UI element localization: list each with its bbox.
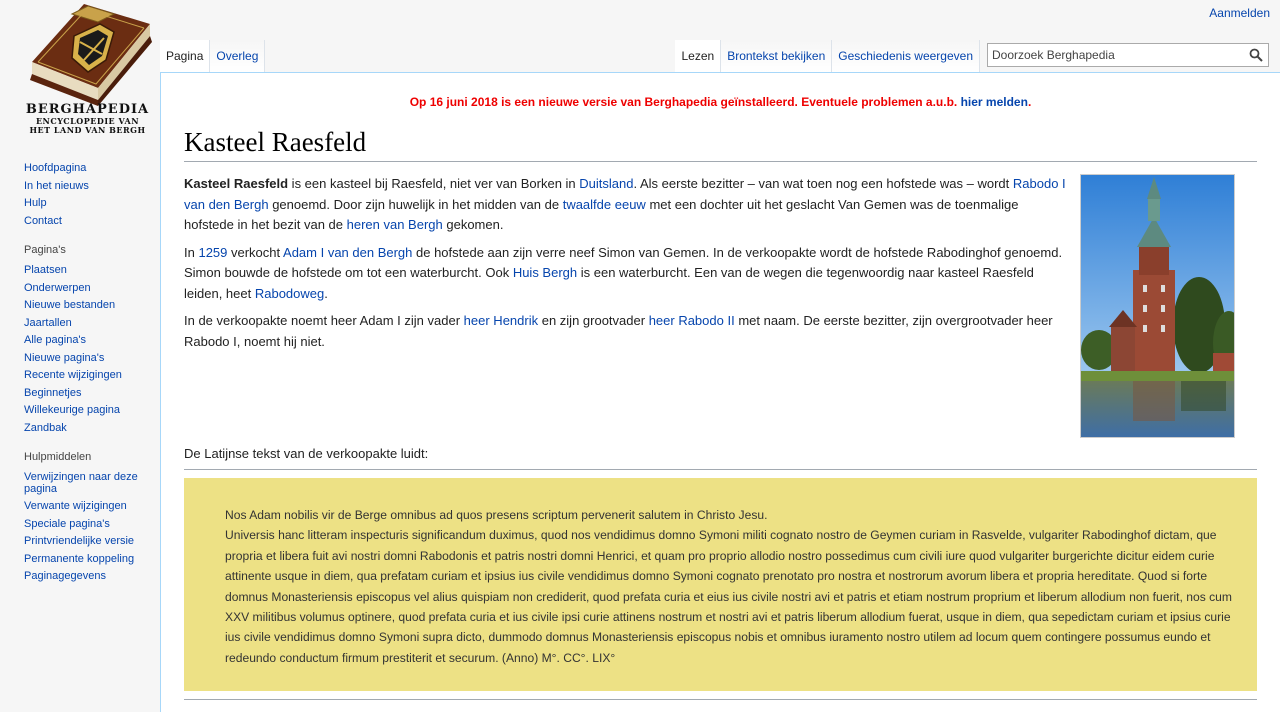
sidebar-item-nieuws[interactable]: In het nieuws: [24, 179, 89, 192]
tab-pagina-label: Pagina: [166, 49, 204, 63]
sidebar-item-speciale-paginas[interactable]: Speciale pagina's: [24, 517, 110, 530]
sidebar-item-contact[interactable]: Contact: [24, 214, 62, 227]
link-heer-hendrik[interactable]: heer Hendrik: [463, 313, 539, 328]
logo-name: BERGHAPEDIA: [25, 102, 150, 117]
text: en zijn grootvader: [538, 313, 649, 328]
latin-text-box: [184, 478, 1257, 691]
text: In de verkoopakte noemt heer Adam I zijn vader: [184, 313, 464, 328]
view-tabs: [675, 40, 980, 72]
text: met naam. De eerste bezitter, zijn overgrootvader heer Rabodo I, noemt hij niet.: [184, 313, 1053, 349]
tab-brontekst-label: Brontekst bekijken: [727, 49, 826, 63]
text: genoemd. Door zijn huwelijk in het midden van de: [268, 196, 563, 212]
tab-geschiedenis[interactable]: [832, 40, 980, 72]
site-notice-text: Op 16 juni 2018 is een nieuwe versie van Berghapedia geïnstalleerd. Eventuele problemen a.u.b.: [409, 95, 961, 109]
sidebar-heading-tools: Hulpmiddelen: [24, 451, 92, 463]
link-heer-rabodo-ii[interactable]: heer Rabodo II: [648, 313, 735, 328]
logo-wordmark: [10, 102, 165, 135]
text: gekomen.: [442, 217, 504, 232]
link-1259[interactable]: 1259: [198, 244, 228, 260]
site-notice: [161, 95, 1280, 109]
logo-tagline-1: ENCYCLOPEDIE VAN: [35, 116, 140, 126]
sidebar-item-hulp[interactable]: Hulp: [24, 197, 47, 209]
sidebar-item-onderwerpen[interactable]: Onderwerpen: [24, 281, 91, 294]
tab-lezen[interactable]: [675, 40, 721, 72]
search-box: [987, 43, 1269, 67]
paragraph-2: [184, 243, 1069, 305]
castle-photo[interactable]: [1080, 174, 1235, 438]
article-subject: Kasteel Raesfeld: [184, 176, 289, 191]
content-area: [160, 72, 1280, 712]
link-huis-bergh[interactable]: Huis Bergh: [512, 265, 578, 280]
sidebar-item-nieuwe-paginas[interactable]: Nieuwe pagina's: [24, 351, 105, 364]
site-notice-end: .: [1027, 95, 1032, 109]
sidebar-heading-pages: Pagina's: [24, 244, 66, 256]
search-input[interactable]: [992, 47, 1242, 63]
link-rabodo-i[interactable]: Rabodo I van den Bergh: [184, 176, 1066, 212]
tab-overleg-label: Overleg: [216, 49, 259, 63]
sidebar-item-willekeurige-pagina[interactable]: Willekeurige pagina: [24, 404, 120, 416]
link-heren-van-bergh[interactable]: heren van Bergh: [346, 217, 443, 232]
logo-tagline-2: HET LAND VAN BERGH: [29, 125, 146, 135]
login-link[interactable]: Aanmelden: [1209, 6, 1270, 20]
sidebar-navigation: [24, 160, 160, 230]
sidebar-item-permanente-koppeling[interactable]: Permanente koppeling: [24, 552, 135, 565]
site-logo[interactable]: [10, 0, 160, 145]
sidebar-item-verwijzingen[interactable]: Verwijzingen naar deze pagina: [24, 471, 138, 495]
sidebar-item-nieuwe-bestanden[interactable]: Nieuwe bestanden: [24, 299, 116, 311]
text: .: [324, 285, 328, 301]
sidebar-item-plaatsen[interactable]: Plaatsen: [24, 264, 67, 276]
link-rabodoweg[interactable]: Rabodoweg: [254, 285, 325, 301]
tab-geschiedenis-label: Geschiedenis weergeven: [838, 49, 973, 63]
namespace-tabs: [160, 40, 265, 72]
latin-intro: De Latijnse tekst van de verkoopakte luidt:: [184, 445, 1257, 470]
sidebar-item-alle-paginas[interactable]: Alle pagina's: [24, 334, 87, 346]
link-duitsland[interactable]: Duitsland: [579, 176, 634, 191]
paragraph-1: [184, 174, 1069, 236]
link-twaalfde-eeuw[interactable]: twaalfde eeuw: [562, 196, 646, 212]
tab-lezen-label: Lezen: [681, 49, 715, 63]
personal-tools: [1209, 6, 1270, 20]
tab-pagina[interactable]: [160, 40, 210, 72]
castle-image: [1081, 175, 1235, 438]
search-icon[interactable]: [1249, 48, 1263, 62]
paragraph-3: [184, 311, 1069, 352]
text: met een dochter uit het geslacht Van Gemen was de toenmalige hofstede in het bezit van de: [184, 196, 1019, 232]
divider: [184, 699, 1257, 700]
latin-body: Universis hanc litteram inspecturis significandum duximus, quod nos vendidimus domno Symoni militi cognato nostro de Geymen curiam in Rasvelde, vulgariter Rabodinghof dictam, que propria et libera fuit avi nostri domni Rabodonis et patris nostri domni Henrici, et quam pro proprio allodio nostro possedimus cum civili iure quod vulgariter burgerichte dicitur eidem curie attinente usque in diem, qua prefatam curiam et ipsius ius civile vendidimus domno Symoni cognato prenotato pro nostra et nostrorum avorum libera et propria hereditate. Quod si forte domnus Monasteriensis episcopus vel alius quispiam non crediderit, quod prefata curia et eius ius civile nostri avi et patris et etiam nostrum proprium et liberum allodium non fuerit, nos cum XXV militibus volumus optinere, quod prefata curia et ius civile ipsi curie attinens nostrum et nostri avi et patris liberum allodium fuerat, usque in diem, qua sepedictam curiam et ipsius curie ius civile vendidimus domno Symoni supra dicto, dummodo domnus Monasteriensis episcopus nobis et omnibus iuramento nostro utilem ad locum quem contingere possumus eundo et redeundo conductum firmum prestiterit et securum. (Anno) M°. CC°. LIX°: [225, 528, 1232, 665]
link-adam-i[interactable]: Adam I van den Bergh: [283, 244, 413, 260]
article-body: [184, 174, 1069, 359]
tab-overleg[interactable]: [210, 40, 265, 72]
sidebar-item-zandbak[interactable]: Zandbak: [24, 421, 67, 434]
tab-brontekst[interactable]: [721, 40, 832, 72]
text: verkocht: [227, 244, 284, 260]
sidebar-item-verwante-wijzigingen[interactable]: Verwante wijzigingen: [24, 500, 127, 512]
sidebar-item-beginnetjes[interactable]: Beginnetjes: [24, 386, 82, 399]
text: is een kasteel bij Raesfeld, niet ver van Borken in: [288, 176, 580, 191]
text: . Als eerste bezitter – van wat toen nog een hofstede was – wordt: [633, 176, 1013, 191]
text: de hofstede aan zijn verre neef Simon van Gemen. In de verkoopakte wordt de hofstede Rabodinghof genoemd. Simon bouwde de hofstede om tot een waterburcht. Ook: [184, 244, 1063, 280]
page-title: Kasteel Raesfeld: [184, 125, 1257, 162]
latin-line-1: Nos Adam nobilis vir de Berge omnibus ad quos presens scriptum pervenerit salutem in Christo Jesu.: [225, 508, 768, 522]
sidebar: [0, 160, 160, 600]
sidebar-item-printversie[interactable]: Printvriendelijke versie: [24, 535, 135, 547]
site-notice-report-link[interactable]: hier melden: [960, 95, 1028, 109]
sidebar-item-recente-wijzigingen[interactable]: Recente wijzigingen: [24, 369, 122, 381]
sidebar-pages: [24, 244, 160, 437]
text: In: [184, 244, 199, 260]
text: is een waterburcht. Een van de wegen die tegenwoordig naar kasteel Raesfeld leiden, heet: [184, 265, 1034, 301]
sidebar-tools: [24, 451, 160, 586]
sidebar-item-paginagegevens[interactable]: Paginagegevens: [24, 570, 106, 582]
book-logo-icon: [22, 2, 152, 110]
sidebar-item-jaartallen[interactable]: Jaartallen: [24, 316, 72, 329]
sidebar-item-hoofdpagina[interactable]: Hoofdpagina: [24, 162, 87, 174]
